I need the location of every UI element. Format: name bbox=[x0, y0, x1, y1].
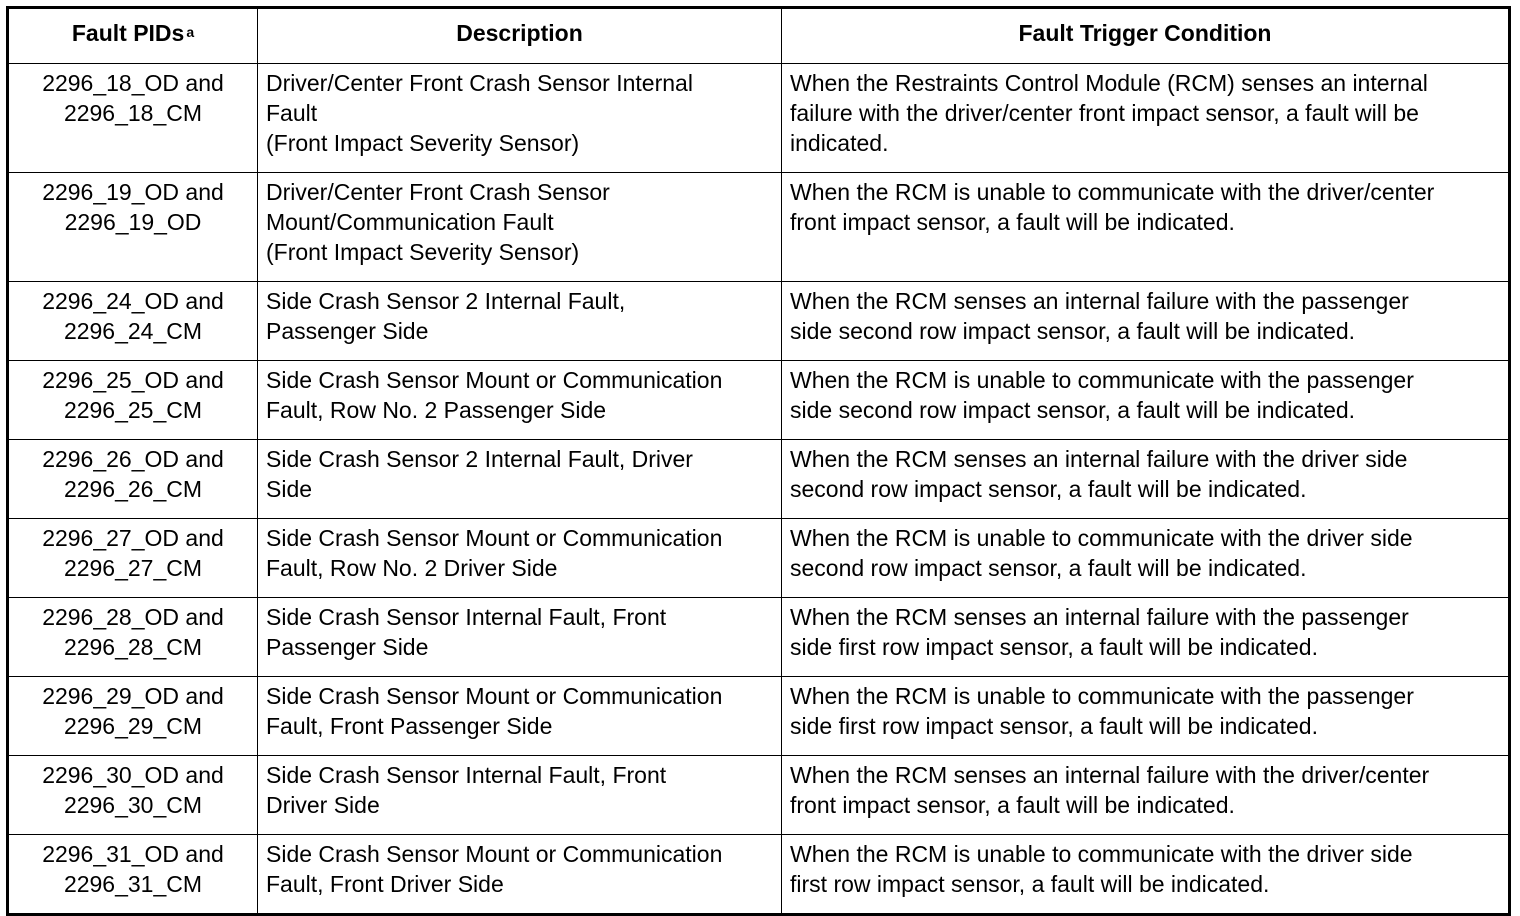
cell-text-line: 2296_25_CM bbox=[63, 397, 203, 423]
cell-text-line: side second row impact sensor, a fault will be indicated. bbox=[790, 318, 1356, 344]
cell-text-line: (Front Impact Severity Sensor) bbox=[266, 239, 580, 265]
cell-text-line: When the RCM is unable to communicate with the driver side bbox=[790, 525, 1413, 551]
table-row bbox=[8, 282, 1510, 361]
table-row bbox=[8, 361, 1510, 440]
cell-text-line: Side Crash Sensor Internal Fault, Front bbox=[266, 604, 667, 630]
cell-text-line: front impact sensor, a fault will be indicated. bbox=[790, 209, 1235, 235]
table-row bbox=[8, 519, 1510, 598]
table-row bbox=[8, 677, 1510, 756]
cell-trigger-condition bbox=[782, 598, 1510, 677]
cell-description bbox=[258, 598, 782, 677]
cell-text-line: When the RCM is unable to communicate with the driver side bbox=[790, 841, 1413, 867]
table-row bbox=[8, 835, 1510, 915]
cell-text-line: When the RCM senses an internal failure with the driver/center bbox=[790, 762, 1430, 788]
cell-text-line: side first row impact sensor, a fault will be indicated. bbox=[790, 634, 1318, 660]
cell-text-line: 2296_19_OD and bbox=[42, 179, 224, 205]
cell-text-line: When the Restraints Control Module (RCM) senses an internal bbox=[790, 70, 1428, 96]
cell-fault-pid bbox=[8, 756, 258, 835]
cell-text-line: 2296_24_OD and bbox=[42, 288, 224, 314]
cell-text-line: 2296_28_OD and bbox=[42, 604, 224, 630]
cell-text-line: second row impact sensor, a fault will be indicated. bbox=[790, 476, 1307, 502]
cell-text-line: 2296_30_OD and bbox=[42, 762, 224, 788]
cell-text-line: indicated. bbox=[790, 130, 889, 156]
cell-text-line: 2296_30_CM bbox=[63, 792, 203, 818]
cell-trigger-condition bbox=[782, 519, 1510, 598]
cell-text-line: 2296_27_OD and bbox=[42, 525, 224, 551]
cell-text-line: 2296_18_OD and bbox=[42, 70, 224, 96]
cell-text-line: 2296_28_CM bbox=[63, 634, 203, 660]
cell-description bbox=[258, 519, 782, 598]
table-row bbox=[8, 756, 1510, 835]
cell-text-line: Driver/Center Front Crash Sensor Internal bbox=[266, 70, 693, 96]
cell-text-line: Side Crash Sensor 2 Internal Fault, Driver bbox=[266, 446, 693, 472]
cell-text-line: 2296_24_CM bbox=[63, 318, 203, 344]
cell-fault-pid bbox=[8, 598, 258, 677]
cell-text-line: Fault, Row No. 2 Passenger Side bbox=[266, 397, 607, 423]
cell-text-line: Side bbox=[266, 476, 313, 502]
table-body bbox=[8, 64, 1510, 915]
cell-text-line: Side Crash Sensor Internal Fault, Front bbox=[266, 762, 667, 788]
cell-text-line: Fault, Row No. 2 Driver Side bbox=[266, 555, 558, 581]
cell-text-line: Driver Side bbox=[266, 792, 380, 818]
fault-pid-table bbox=[6, 6, 1511, 916]
cell-fault-pid bbox=[8, 835, 258, 915]
cell-description bbox=[258, 835, 782, 915]
cell-description bbox=[258, 282, 782, 361]
cell-text-line: 2296_27_CM bbox=[63, 555, 203, 581]
cell-text-line: second row impact sensor, a fault will be indicated. bbox=[790, 555, 1307, 581]
table-header-row bbox=[8, 8, 1510, 64]
cell-text-line: 2296_25_OD and bbox=[42, 367, 224, 393]
cell-description bbox=[258, 440, 782, 519]
cell-text-line: (Front Impact Severity Sensor) bbox=[266, 130, 580, 156]
cell-trigger-condition bbox=[782, 756, 1510, 835]
cell-description bbox=[258, 173, 782, 282]
cell-trigger-condition bbox=[782, 677, 1510, 756]
cell-text-line: Side Crash Sensor Mount or Communication bbox=[266, 683, 723, 709]
cell-text-line: When the RCM senses an internal failure with the passenger bbox=[790, 288, 1409, 314]
cell-text-line: Fault, Front Driver Side bbox=[266, 871, 504, 897]
cell-text-line: Driver/Center Front Crash Sensor bbox=[266, 179, 610, 205]
cell-text-line: front impact sensor, a fault will be indicated. bbox=[790, 792, 1235, 818]
cell-description bbox=[258, 64, 782, 173]
cell-text-line: Side Crash Sensor Mount or Communication bbox=[266, 367, 723, 393]
cell-trigger-condition bbox=[782, 361, 1510, 440]
cell-text-line: Side Crash Sensor Mount or Communication bbox=[266, 525, 723, 551]
cell-text-line: 2296_29_OD and bbox=[42, 683, 224, 709]
cell-text-line: side second row impact sensor, a fault will be indicated. bbox=[790, 397, 1356, 423]
cell-fault-pid bbox=[8, 440, 258, 519]
cell-description bbox=[258, 361, 782, 440]
cell-text-line: Side Crash Sensor 2 Internal Fault, bbox=[266, 288, 626, 314]
header-fault-pids: Fault PIDs $^a$ bbox=[8, 8, 258, 64]
cell-trigger-condition bbox=[782, 440, 1510, 519]
cell-text-line: When the RCM is unable to communicate with the passenger bbox=[790, 367, 1414, 393]
cell-text-line: Passenger Side bbox=[266, 318, 429, 344]
cell-text-line: failure with the driver/center front impact sensor, a fault will be bbox=[790, 100, 1419, 126]
cell-text-line: 2296_18_CM bbox=[63, 100, 203, 126]
cell-text-line: When the RCM senses an internal failure with the passenger bbox=[790, 604, 1409, 630]
cell-fault-pid bbox=[8, 677, 258, 756]
cell-text-line: first row impact sensor, a fault will be indicated. bbox=[790, 871, 1270, 897]
cell-text-line: Fault bbox=[266, 100, 318, 126]
cell-fault-pid bbox=[8, 361, 258, 440]
cell-text-line: 2296_19_OD bbox=[64, 209, 202, 235]
table-row bbox=[8, 598, 1510, 677]
cell-text-line: 2296_29_CM bbox=[63, 713, 203, 739]
cell-text-line: Passenger Side bbox=[266, 634, 429, 660]
cell-text-line: 2296_26_OD and bbox=[42, 446, 224, 472]
cell-text-line: 2296_31_OD and bbox=[42, 841, 224, 867]
cell-text-line: Mount/Communication Fault bbox=[266, 209, 554, 235]
cell-trigger-condition bbox=[782, 282, 1510, 361]
header-description: Description bbox=[258, 8, 782, 64]
cell-description bbox=[258, 756, 782, 835]
cell-fault-pid bbox=[8, 282, 258, 361]
cell-text-line: 2296_31_CM bbox=[63, 871, 203, 897]
cell-text-line: 2296_26_CM bbox=[63, 476, 203, 502]
cell-trigger-condition bbox=[782, 173, 1510, 282]
cell-text-line: Side Crash Sensor Mount or Communication bbox=[266, 841, 723, 867]
table-row bbox=[8, 440, 1510, 519]
cell-fault-pid bbox=[8, 519, 258, 598]
cell-trigger-condition bbox=[782, 64, 1510, 173]
cell-description bbox=[258, 677, 782, 756]
footnote-marker: a bbox=[186, 24, 195, 40]
cell-text-line: Fault, Front Passenger Side bbox=[266, 713, 553, 739]
table-row bbox=[8, 173, 1510, 282]
cell-text-line: side first row impact sensor, a fault will be indicated. bbox=[790, 713, 1318, 739]
header-fault-trigger-condition: Fault Trigger Condition bbox=[782, 8, 1510, 64]
cell-text-line: When the RCM is unable to communicate with the passenger bbox=[790, 683, 1414, 709]
cell-fault-pid bbox=[8, 64, 258, 173]
cell-fault-pid bbox=[8, 173, 258, 282]
cell-trigger-condition bbox=[782, 835, 1510, 915]
table-row bbox=[8, 64, 1510, 173]
cell-text-line: When the RCM senses an internal failure with the driver side bbox=[790, 446, 1408, 472]
cell-text-line: When the RCM is unable to communicate with the driver/center bbox=[790, 179, 1435, 205]
